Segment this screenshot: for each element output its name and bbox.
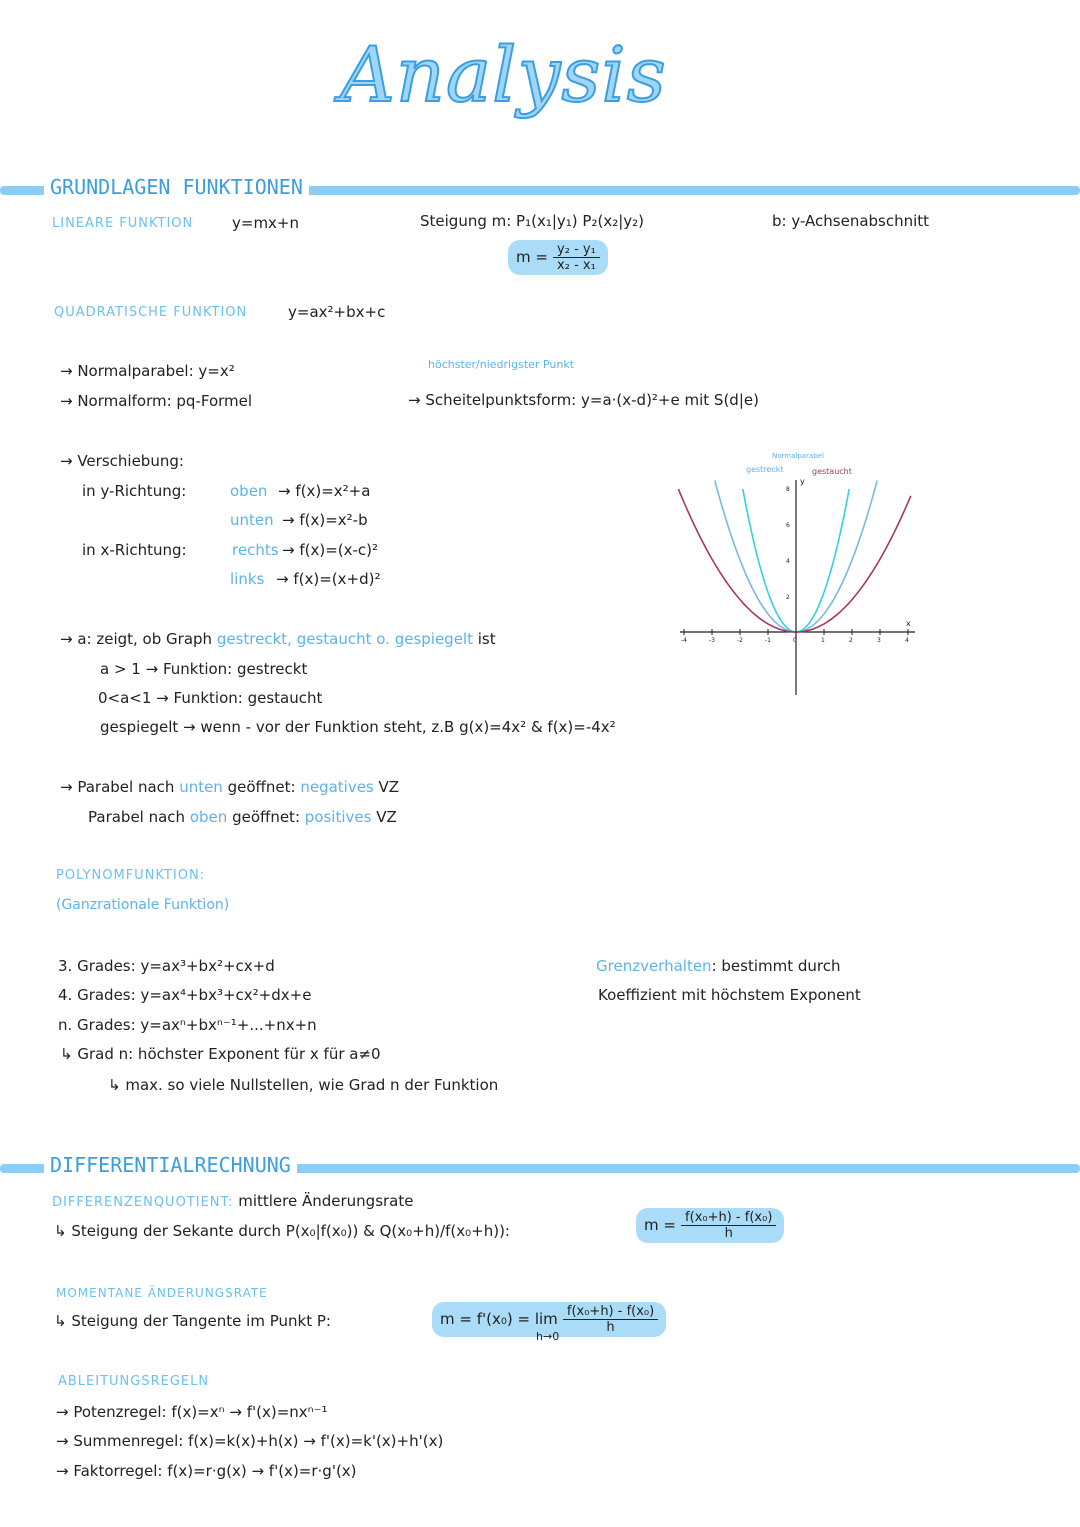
nullstellen-text: ↳ max. so viele Nullstellen, wie Grad n der Funktion [108, 1076, 499, 1094]
momentan-label: MOMENTANE ÄNDERUNGSRATE [56, 1286, 268, 1300]
ableitungsregeln-label: ABLEITUNGSREGELN [58, 1374, 210, 1389]
x-tick-label: -3 [709, 637, 715, 644]
sekante-fraction [681, 1210, 776, 1241]
summenregel-text: → Summenregel: f(x)=k(x)+h(x) → f'(x)=k'(x)+h'(x) [56, 1432, 444, 1450]
pu-b: unten [179, 778, 223, 796]
unten-formula: → f(x)=x²-b [282, 511, 368, 529]
a-zeigt-text: → a: zeigt, ob Graph [60, 630, 213, 648]
parabola-graph [670, 440, 920, 700]
y-tick-label: 2 [786, 594, 790, 601]
unten-label: unten [230, 511, 274, 529]
quadratic-label: QUADRATISCHE FUNKTION [54, 305, 248, 320]
x-tick-label: 3 [877, 637, 881, 644]
x-tick-label: -1 [765, 637, 771, 644]
differenzenquotient-line [52, 1192, 413, 1210]
legend-gestreckt: gestreckt [746, 465, 784, 474]
y-achsenabschnitt: b: y-Achsenabschnitt [772, 212, 930, 230]
sekante-text: ↳ Steigung der Sekante durch P(x₀|f(x₀)) & Q(x₀+h)/f(x₀+h)): [54, 1222, 510, 1240]
a-gestreckt-text: a > 1 → Funktion: gestreckt [100, 660, 308, 678]
differenzenquotient-label: DIFFERENZENQUOTIENT: [52, 1195, 234, 1210]
x-tick-label: 1 [821, 637, 825, 644]
po-b: oben [189, 808, 228, 826]
grad4-formula: 4. Grades: y=ax⁴+bx³+cx²+dx+e [58, 986, 312, 1004]
x-tick-label: -4 [681, 637, 687, 644]
y-richtung-label: in y-Richtung: [82, 482, 187, 500]
a-zeigt-highlight: gestreckt, gestaucht o. gespiegelt [216, 630, 473, 648]
scheitelpunktsform-text: → Scheitelpunktsform: y=a·(x-d)²+e mit S(d|e) [408, 391, 759, 409]
legend-gestaucht: gestaucht [812, 467, 852, 476]
gradn-formula: n. Grades: y=axⁿ+bxⁿ⁻¹+...+nx+n [58, 1016, 317, 1034]
oben-label: oben [230, 482, 268, 500]
slope-m-label: m = [516, 248, 548, 266]
parabel-unten-line [60, 778, 399, 796]
axis-label-x: x [906, 619, 911, 628]
normalparabel-text: → Normalparabel: y=x² [60, 362, 235, 380]
grenzverhalten-text: : bestimmt durch [711, 957, 841, 975]
axis-label-y: y [800, 477, 805, 486]
links-label: links [230, 570, 265, 588]
potenzregel-text: → Potenzregel: f(x)=xⁿ → f'(x)=nxⁿ⁻¹ [56, 1403, 328, 1421]
section-title-differential: DIFFERENTIALRECHNUNG [44, 1153, 297, 1177]
polynom-sub: (Ganzrationale Funktion) [56, 897, 230, 913]
tangente-denominator: h [606, 1320, 615, 1335]
linear-label: LINEARE FUNKTION [52, 216, 194, 231]
hoechster-punkt-note: höchster/niedrigster Punkt [428, 358, 574, 371]
quadratic-formula: y=ax²+bx+c [288, 303, 386, 321]
oben-formula: → f(x)=x²+a [278, 482, 371, 500]
section-title-grundlagen: GRUNDLAGEN FUNKTIONEN [44, 175, 309, 199]
koeffizient-text: Koeffizient mit höchstem Exponent [598, 986, 861, 1004]
a-zeigt-line [60, 630, 496, 648]
po-a: Parabel nach [88, 808, 186, 826]
grenzverhalten-line [596, 957, 841, 975]
links-formula: → f(x)=(x+d)² [276, 570, 381, 588]
sekante-denominator: h [724, 1226, 733, 1241]
faktorregel-text: → Faktorregel: f(x)=r·g(x) → f'(x)=r·g'(x) [56, 1462, 357, 1480]
steigung-text: Steigung m: P₁(x₁|y₁) P₂(x₂|y₂) [420, 212, 645, 230]
pu-a: → Parabel nach [60, 778, 175, 796]
tangente-lim-label: m = f'(x₀) = lim [440, 1310, 558, 1328]
parabel-oben-line [88, 808, 397, 826]
slope-numerator: y₂ - y₁ [553, 242, 600, 258]
tangente-fraction [563, 1304, 658, 1335]
po-d: positives [304, 808, 372, 826]
a-gestaucht-text: 0<a<1 → Funktion: gestaucht [98, 689, 323, 707]
y-tick-label: 8 [786, 486, 790, 493]
tangente-lim-sub: h→0 [536, 1330, 560, 1343]
po-c: geöffnet: [232, 808, 300, 826]
slope-fraction [553, 242, 600, 273]
slope-denominator: x₂ - x₁ [557, 258, 596, 273]
curve-gestaucht [678, 489, 910, 632]
a-zeigt-end: ist [477, 630, 496, 648]
linear-formula: y=mx+n [232, 214, 300, 232]
differenzenquotient-text: mittlere Änderungsrate [238, 1192, 414, 1210]
sekante-numerator: f(x₀+h) - f(x₀) [681, 1210, 776, 1226]
sekante-formula [636, 1208, 784, 1243]
gespiegelt-text: gespiegelt → wenn - vor der Funktion steht, z.B g(x)=4x² & f(x)=-4x² [100, 718, 616, 736]
x-tick-label: 2 [849, 637, 853, 644]
rechts-formula: → f(x)=(x-c)² [282, 541, 379, 559]
legend-normalparabel: Normalparabel [772, 452, 824, 460]
pu-d: negatives [300, 778, 374, 796]
polynom-label: POLYNOMFUNKTION: [56, 868, 206, 883]
x-richtung-label: in x-Richtung: [82, 541, 187, 559]
slope-formula [508, 240, 608, 275]
tangente-text: ↳ Steigung der Tangente im Punkt P: [54, 1312, 331, 1330]
y-tick-label: 4 [786, 558, 790, 565]
x-tick-label: 0 [793, 637, 797, 644]
rechts-label: rechts [232, 541, 279, 559]
page-title: Analysis [340, 30, 667, 119]
sekante-m-label: m = [644, 1216, 676, 1234]
x-tick-label: 4 [905, 637, 909, 644]
pu-e: VZ [378, 778, 400, 796]
pu-c: geöffnet: [227, 778, 296, 796]
x-tick-label: -2 [737, 637, 743, 644]
grenzverhalten-label: Grenzverhalten [596, 957, 712, 975]
grad3-formula: 3. Grades: y=ax³+bx²+cx+d [58, 957, 275, 975]
po-e: VZ [376, 808, 397, 826]
normalform-text: → Normalform: pq-Formel [60, 392, 253, 410]
y-tick-label: 6 [786, 522, 790, 529]
grad-n-text: ↳ Grad n: höchster Exponent für x für a≠0 [60, 1045, 381, 1063]
tangente-numerator: f(x₀+h) - f(x₀) [563, 1304, 658, 1320]
verschiebung-heading: → Verschiebung: [60, 452, 184, 470]
